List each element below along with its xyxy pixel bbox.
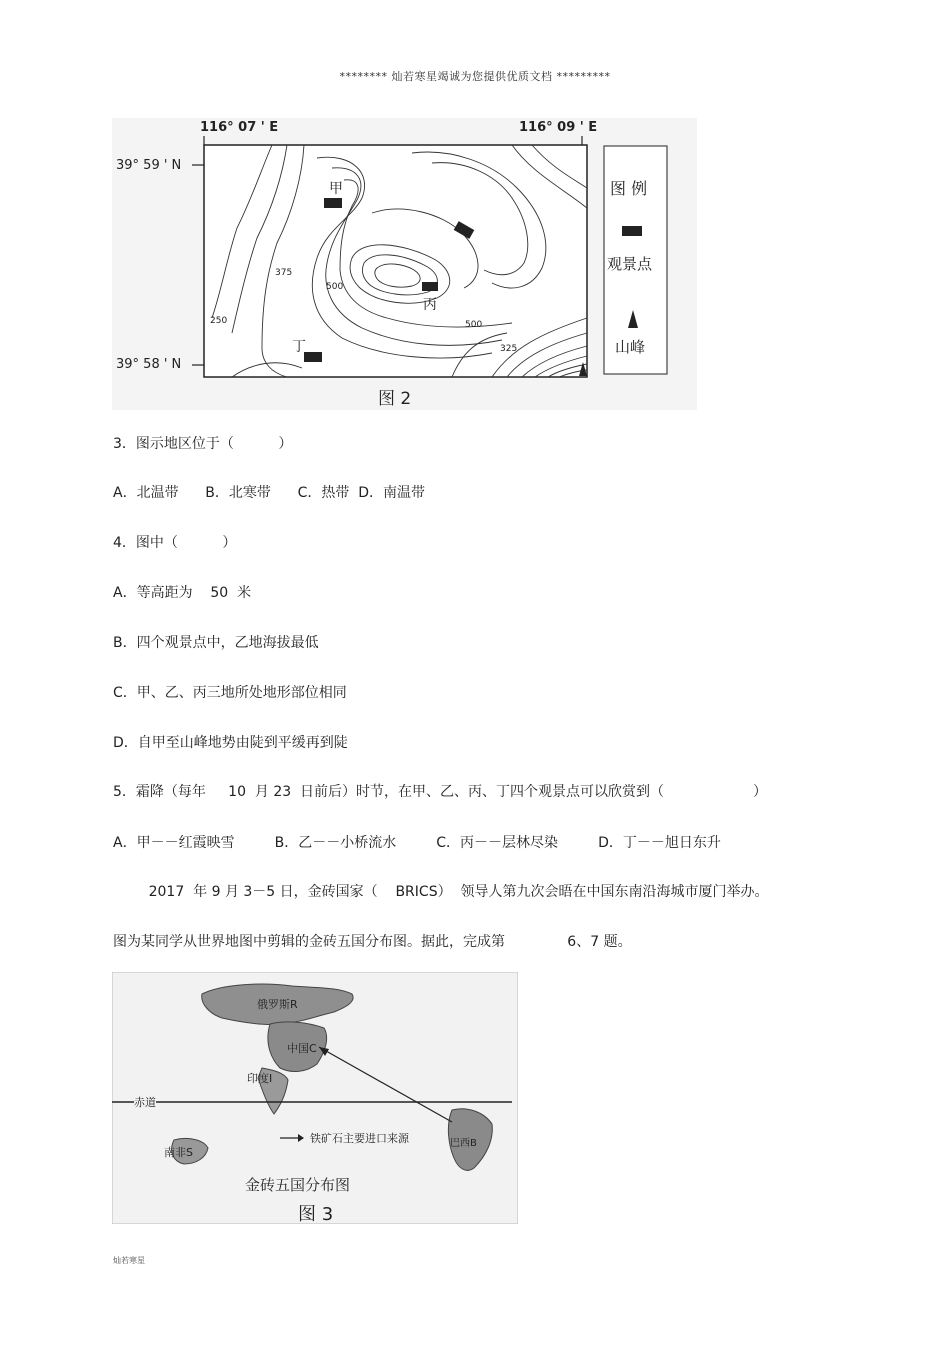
passage-line-1: 2017 年 9 月 3－5 日，金砖国家（ BRICS） 领导人第九次会晤在中国东南沿海城市厦门举办。: [113, 884, 769, 900]
contour-label-325: 325: [500, 344, 518, 354]
figure-2-contour-map: [112, 118, 697, 410]
figure-3-caption: 图 3: [298, 1204, 334, 1225]
contour-label-500-b: 500: [465, 320, 483, 330]
lat-top-label: 39° 59 ' N: [116, 158, 182, 173]
label-india: 印度I: [247, 1072, 273, 1085]
lat-bottom-label: 39° 58 ' N: [116, 357, 182, 372]
contour-label-375: 375: [275, 268, 293, 278]
question-4: 4．图中（ ）: [113, 535, 237, 551]
question-5-options: A．甲－－红霞映雪 B．乙－－小桥流水 C．丙－－层林尽染 D．丁－－旭日东升: [113, 835, 721, 851]
label-jia: 甲: [329, 181, 343, 197]
passage-line-2: 图为某同学从世界地图中剪辑的金砖五国分布图。据此，完成第 6、7 题。: [113, 934, 632, 950]
page-footer: 灿若寒星: [113, 1256, 145, 1265]
legend-title: 图 例: [610, 179, 648, 198]
label-brazil: 巴西B: [450, 1138, 477, 1149]
lon-left-label: 116° 07 ' E: [200, 120, 279, 135]
legend-viewpoint-label: 观景点: [607, 255, 653, 273]
question-3-options: A．北温带 B．北寒带 C．热带 D．南温带: [113, 485, 426, 501]
arrow-legend-label: 铁矿石主要进口来源: [310, 1132, 409, 1145]
figure-2-caption: 图 2: [378, 389, 412, 409]
question-4-option-d: D．自甲至山峰地势由陡到平缓再到陡: [113, 735, 348, 751]
page-header: ******** 灿若寒星竭诚为您提供优质文档 *********: [339, 70, 611, 83]
contour-label-500-a: 500: [326, 282, 344, 292]
figure-3-brics-map: [112, 972, 518, 1224]
question-4-option-a: A．等高距为 50 米: [113, 585, 252, 601]
legend-peak-label: 山峰: [615, 338, 646, 356]
label-equator: 赤道: [134, 1096, 156, 1109]
viewpoint-ding: [304, 352, 322, 362]
question-3: 3．图示地区位于（ ）: [113, 436, 293, 452]
label-russia: 俄罗斯R: [257, 998, 298, 1011]
figure-3-title: 金砖五国分布图: [245, 1176, 351, 1194]
legend-viewpoint-icon: [622, 226, 642, 236]
viewpoint-jia: [324, 198, 342, 208]
contour-label-250: 250: [210, 316, 228, 326]
label-ding: 丁: [292, 339, 306, 355]
label-south-africa: 南非S: [164, 1146, 193, 1159]
label-bing: 丙: [423, 297, 437, 313]
lon-right-label: 116° 09 ' E: [519, 120, 598, 135]
viewpoint-bing: [422, 282, 438, 291]
question-4-option-c: C．甲、乙、丙三地所处地形部位相同: [113, 685, 347, 701]
label-china: 中国C: [287, 1042, 317, 1055]
question-4-option-b: B．四个观景点中，乙地海拔最低: [113, 635, 319, 651]
question-5: 5．霜降（每年 10 月 23 日前后）时节，在甲、乙、丙、丁四个观景点可以欣赏到（ ）: [113, 784, 768, 800]
